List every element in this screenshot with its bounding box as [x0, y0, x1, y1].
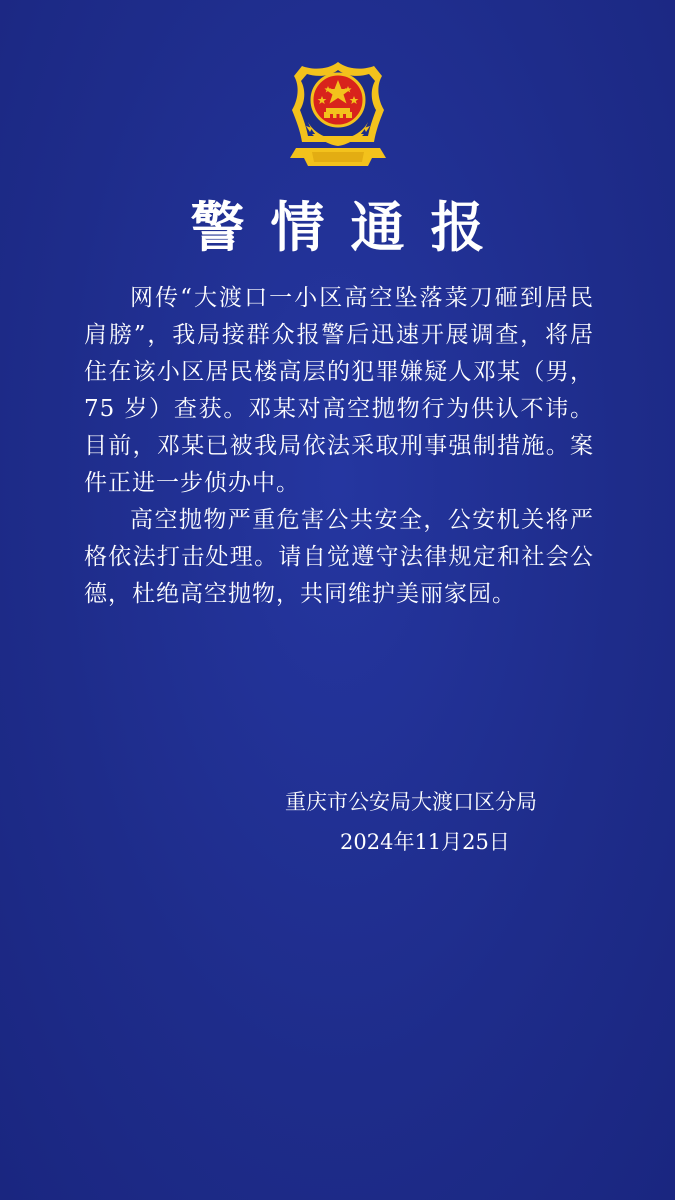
- police-emblem-icon: [278, 58, 398, 174]
- notice-title: 警情通报: [190, 196, 511, 259]
- notice-body: [84, 280, 594, 613]
- issuer-name: 重庆市公安局大渡口区分局: [285, 790, 537, 814]
- notice-paragraph-1: 网传“大渡口一小区高空坠落菜刀砸到居民肩膀”，我局接群众报警后迅速开展调查，将居住在该小区居民楼高层的犯罪嫌疑人邓某（男，75 岁）查获。邓某对高空抛物行为供认不讳。目前，邓某已被我局依法采取刑事强制措施。案件正进一步侦办中。: [84, 285, 594, 496]
- notice-signature: [0, 782, 675, 862]
- notice-paragraph-2: 高空抛物严重危害公共安全，公安机关将严格依法打击处理。请自觉遵守法律规定和社会公德，杜绝高空抛物，共同维护美丽家园。: [84, 507, 594, 607]
- issue-date: 2024年11月25日: [340, 830, 510, 854]
